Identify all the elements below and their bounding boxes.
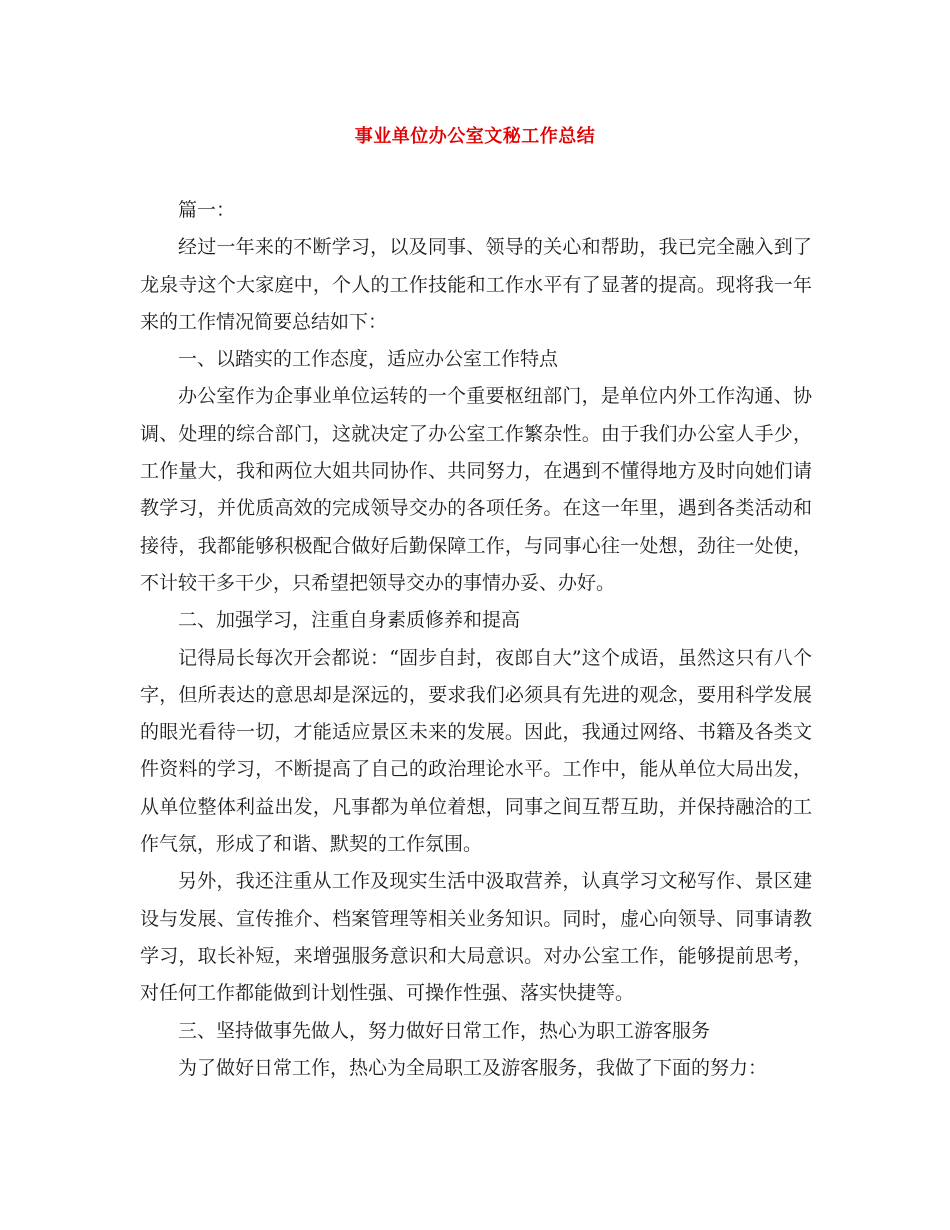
paragraph-section-1: 办公室作为企事业单位运转的一个重要枢纽部门，是单位内外工作沟通、协调、处理的综合部门，这就决定了办公室工作繁杂性。由于我们办公室人手少，工作量大，我和两位大姐共同协作、共同努力，在遇到不懂得地方及时向她们请教学习，并优质高效的完成领导交办的各项任务。在这一年里，遇到各类活动和接待，我都能够积极配合做好后勤保障工作，与同事心往一处想，劲往一处使，不计较干多干少，只希望把领导交办的事情办妥、办好。 bbox=[140, 385, 812, 594]
heading-section-2: 二、加强学习，注重自身素质修养和提高 bbox=[178, 609, 521, 632]
document-title: 事业单位办公室文秘工作总结 bbox=[354, 126, 596, 147]
paragraph-section-3: 为了做好日常工作，热心为全局职工及游客服务，我做了下面的努力： bbox=[178, 1056, 768, 1079]
heading-section-1: 一、以踏实的工作态度，适应办公室工作特点 bbox=[178, 348, 559, 371]
heading-section-3: 三、坚持做事先做人，努力做好日常工作，热心为职工游客服务 bbox=[178, 1019, 711, 1042]
paragraph-section-label: 篇一： bbox=[178, 199, 236, 221]
paragraph-intro: 经过一年来的不断学习，以及同事、领导的关心和帮助，我已完全融入到了龙泉寺这个大家庭中，个人的工作技能和工作水平有了显著的提高。现将我一年来的工作情况简要总结如下： bbox=[140, 236, 812, 333]
paragraph-section-2b: 另外，我还注重从工作及现实生活中汲取营养，认真学习文秘写作、景区建设与发展、宣传推介、档案管理等相关业务知识。同时，虚心向领导、同事请教学习，取长补短，来增强服务意识和大局意识。对办公室工作，能够提前思考，对任何工作都能做到计划性强、可操作性强、落实快捷等。 bbox=[140, 870, 812, 1005]
paragraph-section-2a: 记得局长每次开会都说：“固步自封，夜郎自大”这个成语，虽然这只有八个字，但所表达的意思却是深远的，要求我们必须具有先进的观念，要用科学发展的眼光看待一切，才能适应景区未来的发展。因此，我通过网络、书籍及各类文件资料的学习，不断提高了自己的政治理论水平。工作中，能从单位大局出发，从单位整体利益出发，凡事都为单位着想，同事之间互帮互助，并保持融洽的工作气氛，形成了和谐、默契的工作氛围。 bbox=[140, 646, 812, 856]
document-body bbox=[140, 192, 812, 1087]
